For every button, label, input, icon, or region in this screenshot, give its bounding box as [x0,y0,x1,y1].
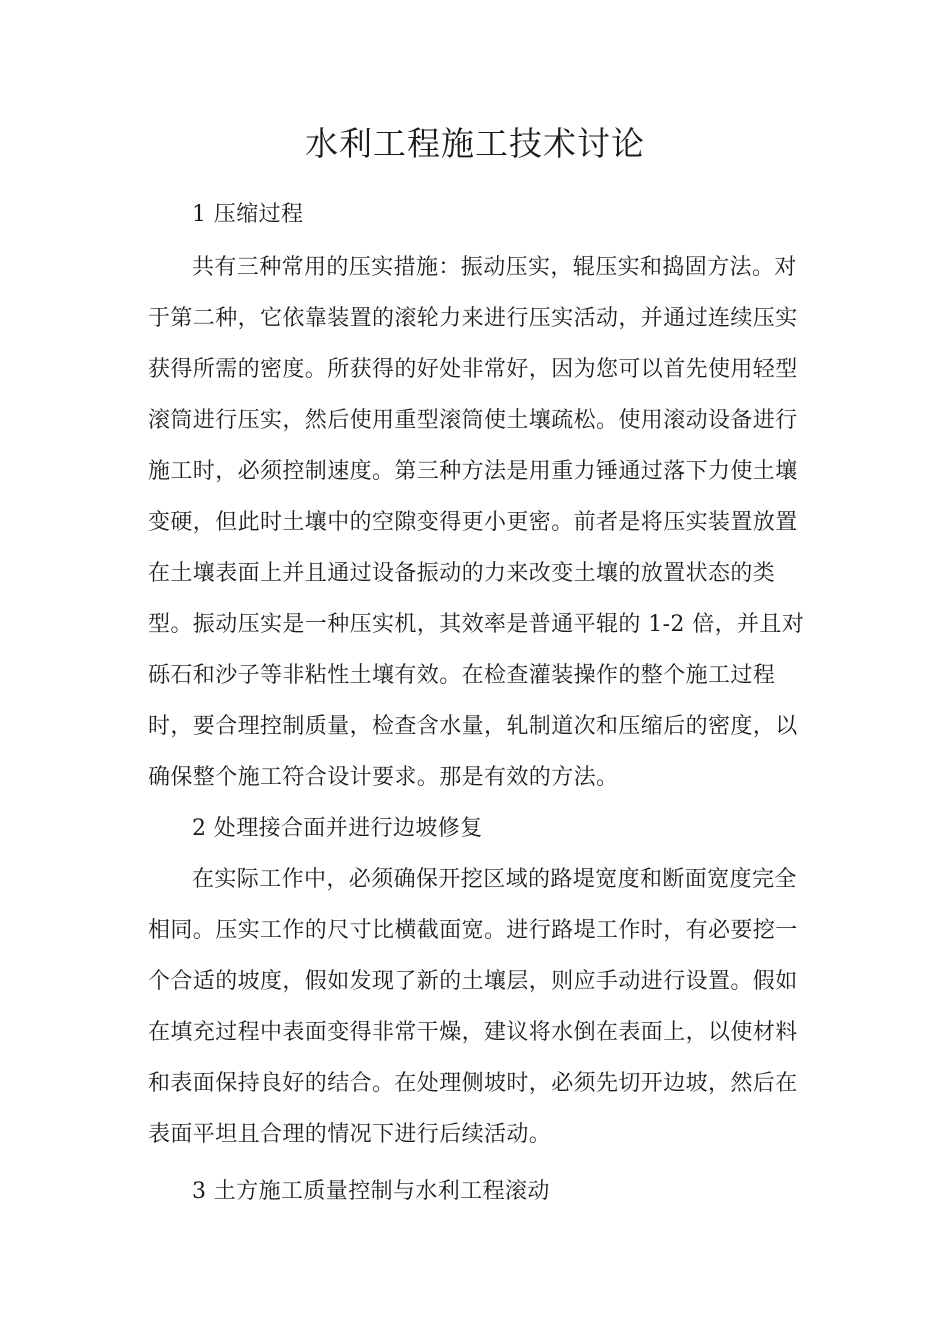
paragraph-line: 滚筒进行压实，然后使用重型滚筒使土壤疏松。使用滚动设备进行 [148,408,798,433]
section-heading-3: 3 土方施工质量控制与水利工程滚动 [192,1179,550,1204]
paragraph-line: 在实际工作中，必须确保开挖区域的路堤宽度和断面宽度完全 [192,867,797,892]
paragraph-line: 获得所需的密度。所获得的好处非常好，因为您可以首先使用轻型 [148,357,798,382]
section-heading-2: 2 处理接合面并进行边坡修复 [192,816,483,841]
paragraph-line: 施工时，必须控制速度。第三种方法是用重力锤通过落下力使土壤 [148,459,798,484]
paragraph-line: 型。振动压实是一种压实机，其效率是普通平辊的 1-2 倍，并且对 [148,612,805,637]
paragraph-line: 时，要合理控制质量，检查含水量，轧制道次和压缩后的密度，以 [148,714,798,739]
paragraph-line: 相同。压实工作的尺寸比横截面宽。进行路堤工作时，有必要挖一 [148,918,798,943]
paragraph-line: 确保整个施工符合设计要求。那是有效的方法。 [148,765,619,790]
paragraph-line: 和表面保持良好的结合。在处理侧坡时，必须先切开边坡，然后在 [148,1071,798,1096]
paragraph-line: 在土壤表面上并且通过设备振动的力来改变土壤的放置状态的类 [148,561,776,586]
paragraph-line: 在填充过程中表面变得非常干燥，建议将水倒在表面上，以使材料 [148,1020,798,1045]
paragraph-line: 砾石和沙子等非粘性土壤有效。在检查灌装操作的整个施工过程 [148,663,776,688]
paragraph-line: 表面平坦且合理的情况下进行后续活动。 [148,1122,552,1147]
section-heading-1: 1 压缩过程 [192,202,304,227]
paragraph-line: 变硬，但此时土壤中的空隙变得更小更密。前者是将压实装置放置 [148,510,798,535]
paragraph-line: 于第二种，它依靠装置的滚轮力来进行压实活动，并通过连续压实 [148,306,798,331]
paragraph-line: 个合适的坡度，假如发现了新的土壤层，则应手动进行设置。假如 [148,969,798,994]
paragraph-line: 共有三种常用的压实措施：振动压实，辊压实和捣固方法。对 [192,255,797,280]
document-title: 水利工程施工技术讨论 [305,124,645,163]
